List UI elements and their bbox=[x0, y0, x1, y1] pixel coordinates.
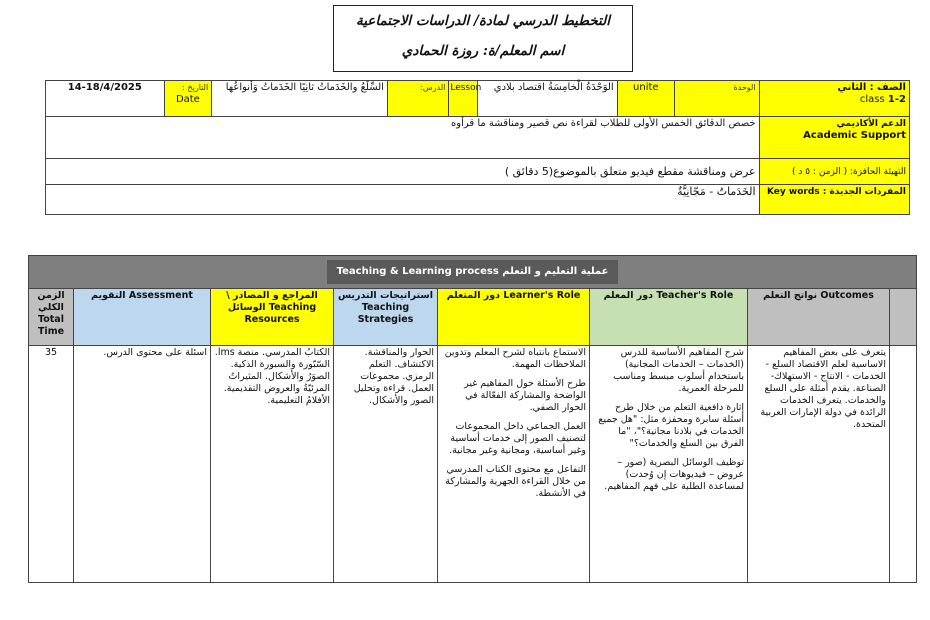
document-title: التخطيط الدرسي لمادة/ الدراسات الاجتماعية bbox=[355, 13, 610, 29]
class-label: class bbox=[859, 94, 885, 105]
teacher-role-cell bbox=[590, 346, 748, 583]
learner-role-cell bbox=[438, 346, 590, 583]
header-outcomes: نواتج التعلم Outcomes bbox=[748, 289, 890, 346]
empty-cell bbox=[890, 346, 917, 583]
teacher-role-item: شرح المفاهيم الأساسية للدرس (الخدمات – الخدمات المجانية) باستخدام أسلوب مبسط ومناسب للمرحلة العمرية. bbox=[613, 347, 744, 394]
process-banner bbox=[29, 256, 917, 289]
header-learner-role: دور المتعلم Learner's Role bbox=[438, 289, 590, 346]
unit-value: الوَحْدَةُ الْخامِسَةُ اقتصاد بلادي bbox=[477, 81, 617, 117]
time-value: 35 bbox=[29, 346, 74, 583]
class-value: 1-2 bbox=[887, 94, 906, 105]
learner-role-item: التفاعل مع محتوى الكتاب المدرسي من خلال القراءة الجهرية والمشاركة في الأنشطة. bbox=[445, 464, 586, 499]
header-teacher-role: دور المعلم Teacher's Role bbox=[590, 289, 748, 346]
lesson-label-ar: الدرس: bbox=[387, 81, 448, 117]
grade-label: الصف : bbox=[869, 82, 906, 93]
motivation-value: عرض ومناقشة مقطع فيديو متعلق بالموضوع(5 دقائق ) bbox=[46, 159, 760, 185]
header-empty bbox=[890, 289, 917, 346]
process-banner-label: Teaching & Learning process عملية التعليم و التعلم bbox=[327, 260, 619, 284]
grade-value: الثاني bbox=[837, 82, 867, 93]
grade-cell bbox=[759, 81, 909, 117]
keywords-label: المفردات الجديدة : Key words bbox=[759, 185, 909, 215]
header-strategies: استراتيجات التدريس Teaching Strategies bbox=[334, 289, 438, 346]
lesson-value: السِّلَعُ والخَدَماتُ ثانِيًا الخَدَماتُ وَأنواعُها bbox=[212, 81, 388, 117]
title-box bbox=[333, 5, 633, 72]
keywords-value: الخَدَماتُ - مَجّانِيَّةٌ bbox=[46, 185, 760, 215]
teaching-learning-table bbox=[28, 255, 917, 583]
support-label: الدعم الأكاديمي Academic Support bbox=[759, 117, 909, 159]
learner-role-item: طرح الأسئلة حول المفاهيم غير الواضحة والمشاركة الفعّالة في الحوار الصفي. bbox=[464, 378, 586, 413]
learner-role-item: الاستماع بانتباه لشرح المعلم وتدوين الملاحظات المهمة. bbox=[444, 347, 586, 370]
lesson-info-table bbox=[45, 80, 910, 215]
unit-label-ar: الوحدة bbox=[674, 81, 759, 117]
outcomes-value: يتعرف على بعض المفاهيم الاساسية لعلم الاقتصاد السلع - الخدمات - الانتاج - الاستهلاك- الصناعة. يقدم أمثلة على السلع والخدمات. يتعرف الخدمات الرائدة في دولة الإمارات العربية المتحدة. bbox=[748, 346, 890, 583]
lesson-label-en: Lesson bbox=[449, 81, 478, 117]
date-label: التاريخ : Date bbox=[164, 81, 212, 117]
learner-role-item: العمل الجماعي داخل المجموعات لتصنيف الصور إلى خدمات أساسية وغير أساسية، ومجانية وغير مجانية. bbox=[449, 421, 586, 456]
unit-label-en: unite bbox=[617, 81, 674, 117]
motivation-label: التهيئة الحافزة: ( الزمن : ٥ د ) bbox=[759, 159, 909, 185]
assessment-value: اسئلة على محتوى الدرس. bbox=[74, 346, 211, 583]
resources-value: الكتابُ المدرسي. منصة lms. السّبّورة والسبورة الذكية. الصوَرُ والأشكال. المثيراتُ المرئيّةُ والعروض التقديمية. الأفلامُ التعليمية. bbox=[211, 346, 334, 583]
teacher-role-item: توظيف الوسائل البصرية (صور – عروض – فيديوهات إن وُجدت) لمساعدة الطلبة على فهم المفاهيم. bbox=[604, 457, 744, 492]
header-assessment: التقويم Assessment bbox=[74, 289, 211, 346]
teacher-name: اسم المعلم/ة: روزة الحمادي bbox=[401, 43, 565, 59]
date-value: 14-18/4/2025 bbox=[46, 81, 165, 117]
teacher-role-item: إثارة دافعية التعلم من خلال طرح أسئلة سابرة ومحفزة مثل: "هل جميع الخدمات في بلادنا مجانية؟"، "ما الفرق بين السلع والخدمات؟" bbox=[598, 402, 744, 449]
header-resources: المراجع و المصادر \ الوسائل Teaching Resources bbox=[211, 289, 334, 346]
header-time: الزمن الكلي Total Time bbox=[29, 289, 74, 346]
strategies-value: الحوار والمناقشة. الاكتشاف. التعلم الرمزي. مجموعات العمل. قراءة وتحليل الصور والأشكال. bbox=[334, 346, 438, 583]
support-value: خصص الدقائق الخمس الأولى للطلاب لقراءة نص قصير ومناقشة ما قرأوه bbox=[46, 117, 760, 159]
